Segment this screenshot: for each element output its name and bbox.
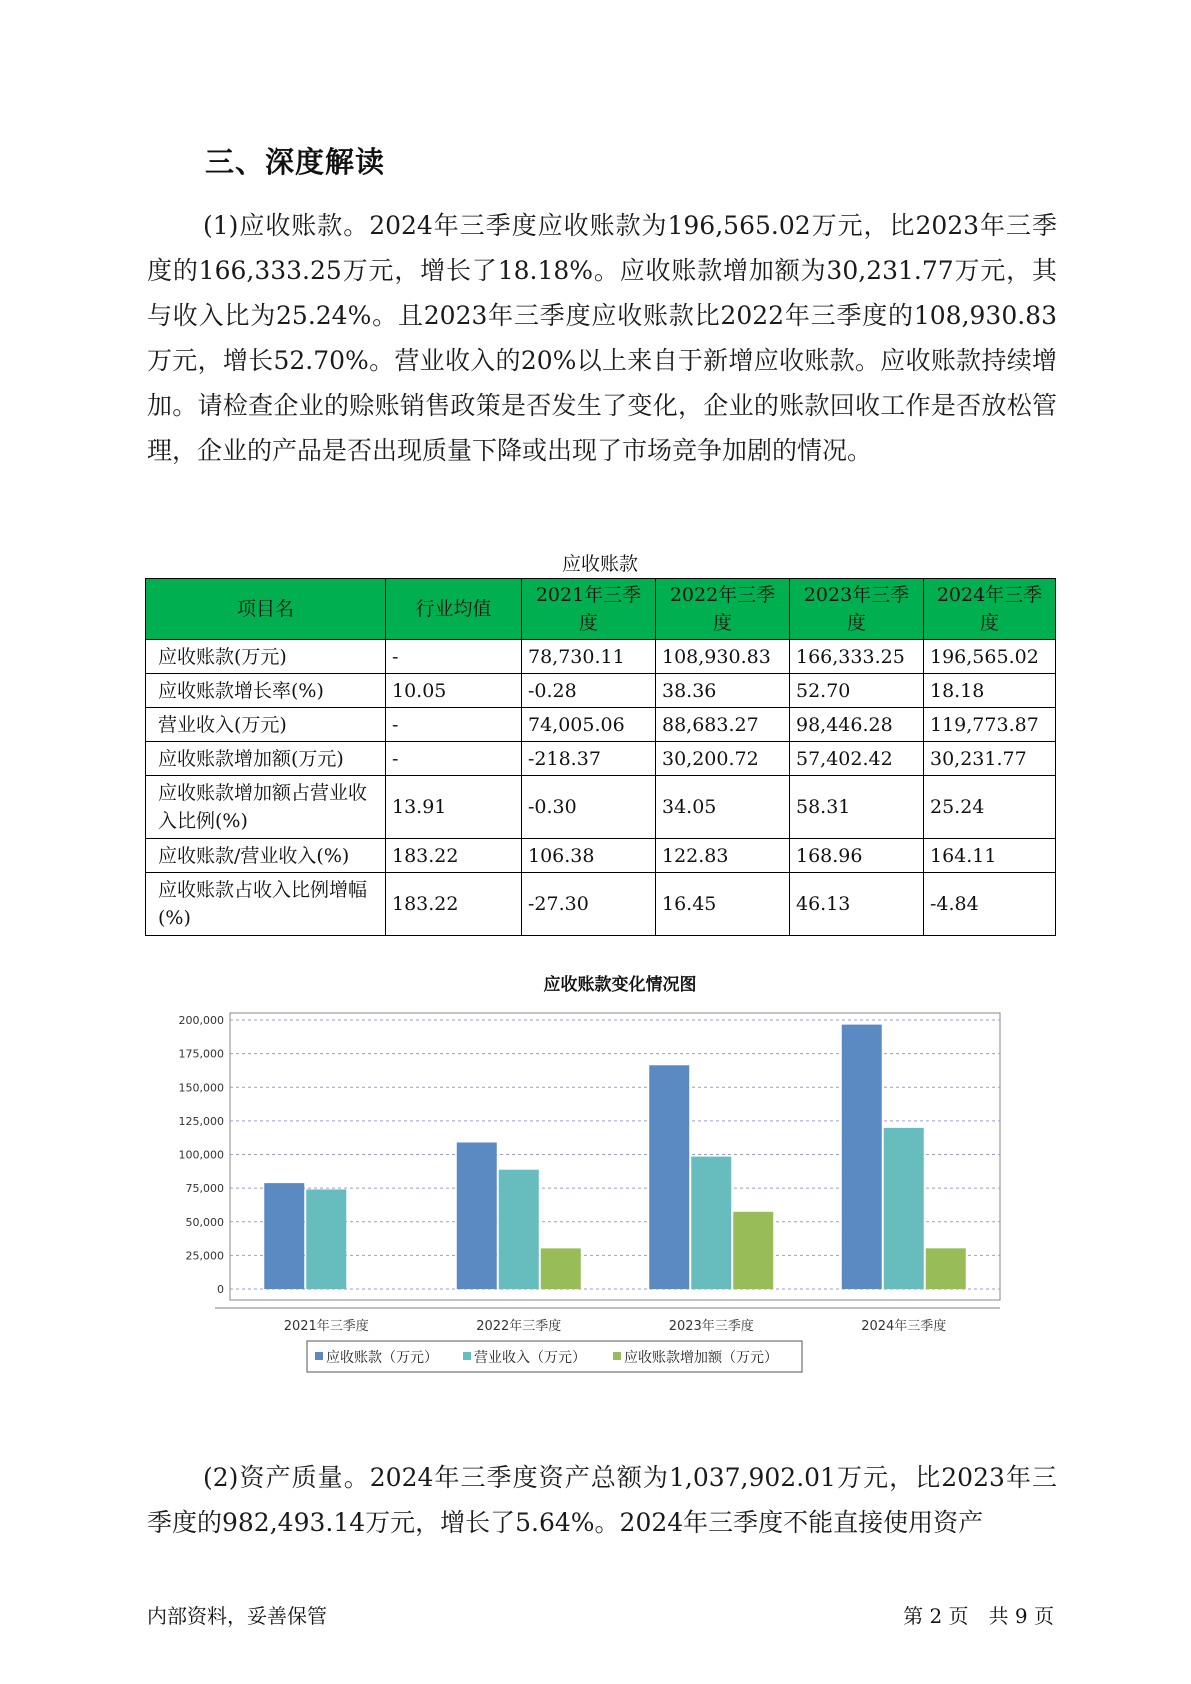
legend-swatch (315, 1352, 323, 1360)
x-tick-label: 2021年三季度 (283, 1319, 369, 1334)
paragraph-receivables: (1)应收账款。2024年三季度应收账款为196,565.02万元，比2023年三季度的166,333.25万元，增长了18.18%。应收账款增加额为30,231.77万元，其与收入比为25.24%。且2023年三季度应收账款比2022年三季度的108,930.83万元，增长52.70%。营业收入的20%以上来自于新增应收账款。应收账款持续增加。请检查企业的赊账销售政策是否发生了变化，企业的账款回收工作是否放松管理，企业的产品是否出现质量下降或出现了市场竞争加剧的情况。 (147, 211, 1057, 465)
table-row (146, 640, 1056, 674)
table-cell: 106.38 (522, 839, 656, 873)
table-cell: 164.11 (924, 839, 1056, 873)
table-cell: 30,231.77 (924, 742, 1056, 776)
table-cell: -4.84 (924, 873, 1056, 936)
bar (842, 1025, 882, 1289)
receivables-table (145, 578, 1056, 936)
bar (649, 1065, 689, 1289)
table-cell: 34.05 (656, 776, 790, 839)
x-tick-label: 2023年三季度 (668, 1319, 754, 1334)
table-cell: 应收账款(万元) (146, 640, 386, 674)
table-cell: 78,730.11 (522, 640, 656, 674)
table-cell: 25.24 (924, 776, 1056, 839)
y-tick-label: 25,000 (185, 1249, 224, 1263)
table-cell: - (386, 640, 522, 674)
bar (926, 1248, 966, 1289)
table-cell: 108,930.83 (656, 640, 790, 674)
table-cell: 88,683.27 (656, 708, 790, 742)
bar (541, 1248, 581, 1289)
table-cell: 74,005.06 (522, 708, 656, 742)
table-row (146, 674, 1056, 708)
receivables-bar-chart (145, 995, 1045, 1415)
table-cell: 183.22 (386, 839, 522, 873)
table-caption: 应收账款 (561, 553, 638, 575)
table-cell: 16.45 (656, 873, 790, 936)
chart-title: 应收账款变化情况图 (543, 975, 697, 995)
table-cell: 18.18 (924, 674, 1056, 708)
footer-confidential-note: 内部资料，妥善保管 (147, 1604, 327, 1628)
x-tick-label: 2022年三季度 (476, 1319, 562, 1334)
table-cell: - (386, 742, 522, 776)
section-heading: 三、深度解读 (205, 145, 386, 179)
table-cell: 168.96 (790, 839, 924, 873)
y-tick-label: 175,000 (178, 1047, 224, 1061)
table-cell: 98,446.28 (790, 708, 924, 742)
table-cell: -0.28 (522, 674, 656, 708)
table-row (146, 839, 1056, 873)
legend-label: 营业收入（万元） (474, 1350, 586, 1366)
x-tick-label: 2024年三季度 (861, 1319, 947, 1334)
header-cell: 2023年三季度 (790, 579, 924, 640)
table-cell: 183.22 (386, 873, 522, 936)
table-cell: -0.30 (522, 776, 656, 839)
y-tick-label: 75,000 (185, 1182, 224, 1196)
y-tick-label: 50,000 (185, 1215, 224, 1229)
table-cell: 122.83 (656, 839, 790, 873)
bar (884, 1128, 924, 1289)
table-cell: 46.13 (790, 873, 924, 936)
table-cell: 10.05 (386, 674, 522, 708)
bar (306, 1189, 346, 1289)
header-cell: 2021年三季度 (522, 579, 656, 640)
header-cell: 项目名 (146, 579, 386, 640)
table-cell: 57,402.42 (790, 742, 924, 776)
table-row (146, 776, 1056, 839)
y-tick-label: 200,000 (178, 1014, 224, 1027)
table-cell: 应收账款增长率(%) (146, 674, 386, 708)
table-cell: - (386, 708, 522, 742)
table-cell: 30,200.72 (656, 742, 790, 776)
legend-swatch (463, 1352, 471, 1360)
bar (499, 1170, 539, 1289)
y-tick-label: 150,000 (178, 1081, 224, 1095)
legend-swatch (613, 1352, 621, 1360)
table-cell: -218.37 (522, 742, 656, 776)
table-cell: 166,333.25 (790, 640, 924, 674)
bar (457, 1142, 497, 1289)
y-tick-label: 125,000 (178, 1114, 224, 1128)
table-cell: 38.36 (656, 674, 790, 708)
table-row (146, 742, 1056, 776)
table-row (146, 708, 1056, 742)
table-cell: 营业收入(万元) (146, 708, 386, 742)
table-cell: 13.91 (386, 776, 522, 839)
table-cell: 应收账款占收入比例增幅(%) (146, 873, 386, 936)
footer-page-number: 第 2 页 共 9 页 (903, 1604, 1054, 1628)
table-header-row (146, 579, 1056, 640)
table-cell: 应收账款增加额占营业收入比例(%) (146, 776, 386, 839)
table-cell: 应收账款增加额(万元) (146, 742, 386, 776)
table-cell: 196,565.02 (924, 640, 1056, 674)
legend-label: 应收账款（万元） (326, 1350, 438, 1366)
legend-label: 应收账款增加额（万元） (624, 1350, 778, 1366)
bar (691, 1157, 731, 1289)
bar (733, 1212, 773, 1289)
table-cell: 119,773.87 (924, 708, 1056, 742)
table-cell: 应收账款/营业收入(%) (146, 839, 386, 873)
paragraph-asset-quality: (2)资产质量。2024年三季度资产总额为1,037,902.01万元，比2023年三季度的982,493.14万元，增长了5.64%。2024年三季度不能直接使用资产 (147, 1463, 1057, 1537)
header-cell: 行业均值 (386, 579, 522, 640)
table-cell: 52.70 (790, 674, 924, 708)
bar (264, 1183, 304, 1289)
header-cell: 2024年三季度 (924, 579, 1056, 640)
header-cell: 2022年三季度 (656, 579, 790, 640)
y-tick-label: 100,000 (178, 1148, 224, 1162)
table-cell: 58.31 (790, 776, 924, 839)
table-cell: -27.30 (522, 873, 656, 936)
table-row (146, 873, 1056, 936)
y-tick-label: 0 (217, 1283, 224, 1296)
